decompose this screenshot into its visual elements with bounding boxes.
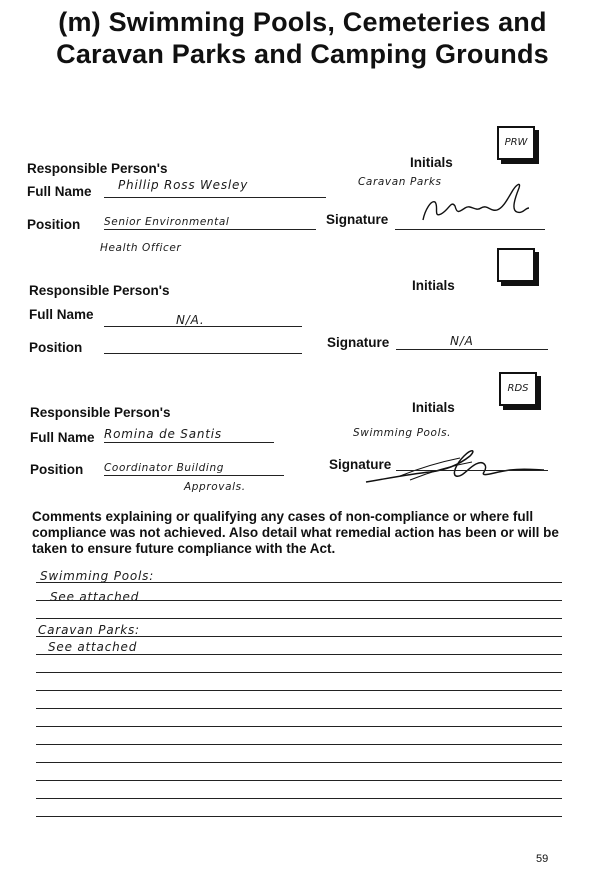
signature-line-1 [395, 229, 545, 230]
full-name-label-1: Full Name [27, 184, 92, 199]
signature-label-2: Signature [327, 335, 390, 350]
initials-value-1: PRW [504, 137, 528, 148]
position-line-3 [104, 475, 284, 476]
initials-box-1[interactable] [497, 126, 535, 160]
comment-entry-2: See attached [50, 590, 140, 604]
page-number: 59 [536, 853, 549, 865]
comment-line [36, 708, 562, 709]
comment-entry-1: Swimming Pools: [40, 569, 155, 583]
comment-line [36, 636, 562, 637]
comment-line [36, 654, 562, 655]
position-label-1: Position [27, 217, 81, 232]
signature-image-3 [360, 442, 550, 488]
comment-line [36, 744, 562, 745]
comment-line [36, 780, 562, 781]
position-value-3b: Approvals. [184, 481, 246, 493]
initials-label-2: Initials [412, 278, 455, 293]
page-title-line-2: Caravan Parks and Camping Grounds [56, 39, 549, 69]
position-label-3: Position [30, 462, 84, 477]
position-label-2: Position [29, 340, 83, 355]
full-name-line-3 [104, 442, 274, 443]
responsible-label-1: Responsible Person's [27, 161, 168, 176]
comment-entry-4: See attached [48, 640, 138, 654]
signature-value-2: N/A [450, 334, 474, 348]
signature-line-3 [396, 470, 548, 471]
full-name-value-1: Phillip Ross Wesley [118, 178, 249, 192]
initials-box-3[interactable] [499, 372, 537, 406]
position-value-3a: Coordinator Building [104, 462, 224, 474]
comments-prompt: Comments explaining or qualifying any cases of non-compliance or where full compliance was not achieved. Also detail what remedial action has been or will be taken to ensure future compliance with the Act. [32, 509, 559, 556]
full-name-value-3: Romina de Santis [104, 427, 222, 441]
comment-line [36, 816, 562, 817]
comment-line [36, 600, 562, 601]
position-line-2 [104, 353, 302, 354]
signature-image-1 [395, 178, 545, 230]
position-value-1b: Health Officer [100, 242, 182, 254]
initials-label-1: Initials [410, 155, 453, 170]
section-note-1: Caravan Parks [358, 176, 442, 188]
full-name-line-2 [104, 326, 302, 327]
responsible-label-3: Responsible Person's [30, 405, 171, 420]
comment-line [36, 762, 562, 763]
comment-line [36, 798, 562, 799]
comment-line [36, 582, 562, 583]
full-name-line-1 [104, 197, 326, 198]
signature-label-1: Signature [326, 212, 389, 227]
comment-line [36, 726, 562, 727]
position-value-1a: Senior Environmental [104, 216, 230, 228]
responsible-label-2: Responsible Person's [29, 283, 170, 298]
comment-entry-3: Caravan Parks: [38, 623, 140, 637]
initials-value-3: RDS [507, 383, 529, 394]
comment-line [36, 690, 562, 691]
signature-label-3: Signature [329, 457, 392, 472]
page-title-line-1: (m) Swimming Pools, Cemeteries and [58, 7, 547, 37]
full-name-label-3: Full Name [30, 430, 95, 445]
comment-line [36, 618, 562, 619]
section-note-3: Swimming Pools. [353, 427, 452, 439]
full-name-value-2: N/A. [176, 313, 205, 327]
signature-line-2 [396, 349, 548, 350]
comment-line [36, 672, 562, 673]
position-line-1 [104, 229, 316, 230]
initials-box-2[interactable] [497, 248, 535, 282]
initials-label-3: Initials [412, 400, 455, 415]
full-name-label-2: Full Name [29, 307, 94, 322]
